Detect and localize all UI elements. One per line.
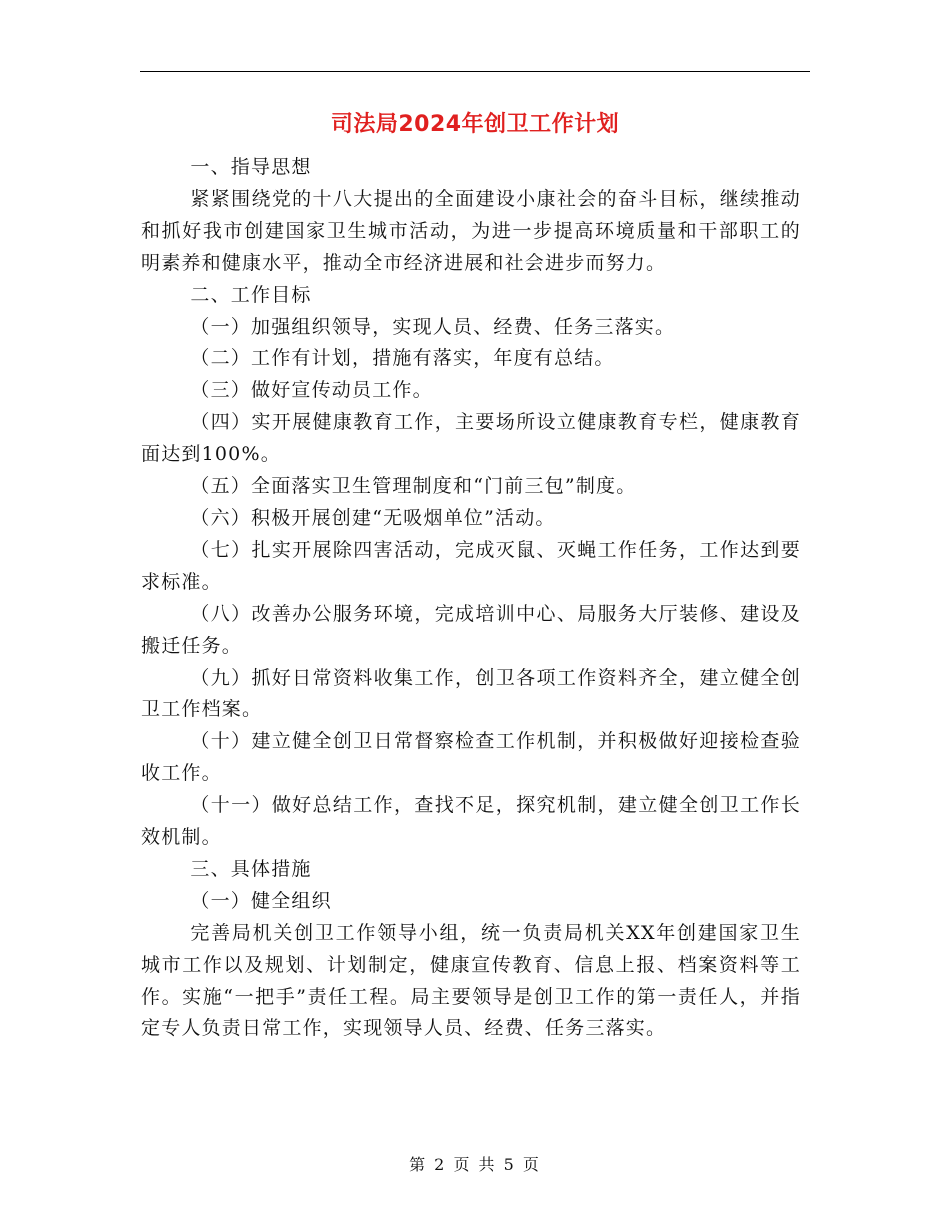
heading-specific-measures: 三、具体措施 bbox=[190, 857, 312, 880]
goal-item-7: （七）扎实开展除四害活动，完成灭鼠、灭蝇工作任务，工作达到要求标准。 bbox=[141, 538, 801, 593]
title-part-2: 年创卫工作计划 bbox=[461, 112, 620, 137]
goal-item-3: （三）做好宣传动员工作。 bbox=[190, 379, 433, 402]
document-body bbox=[141, 152, 801, 1045]
goal-item-1: （一）加强组织领导，实现人员、经费、任务三落实。 bbox=[190, 315, 676, 338]
paragraph-guiding-ideology: 紧紧围绕党的十八大提出的全面建设小康社会的奋斗目标，继续推动和抓好我市创建国家卫生城市活动，为进一步提高环境质量和干部职工的明素养和健康水平，推动全市经济进展和社会进步而努力。 bbox=[141, 187, 801, 274]
subheading-organization: （一）健全组织 bbox=[190, 889, 332, 912]
goal-item-11: （十一）做好总结工作，查找不足，探究机制，建立健全创卫工作长效机制。 bbox=[141, 794, 801, 849]
page-footer: 第 2 页 共 5 页 bbox=[409, 1155, 541, 1174]
document-title bbox=[140, 108, 810, 142]
title-year: 2024 bbox=[398, 112, 462, 137]
goal-item-9: （九）抓好日常资料收集工作，创卫各项工作资料齐全，建立健全创卫工作档案。 bbox=[141, 666, 801, 721]
goal-item-10: （十）建立健全创卫日常督察检查工作机制，并积极做好迎接检查验收工作。 bbox=[141, 730, 801, 785]
goal-item-6: （六）积极开展创建“无吸烟单位”活动。 bbox=[190, 506, 556, 529]
goal-item-5: （五）全面落实卫生管理制度和“门前三包”制度。 bbox=[190, 475, 637, 498]
header-rule bbox=[140, 71, 810, 72]
heading-work-goals: 二、工作目标 bbox=[190, 283, 312, 306]
title-part-1: 司法局 bbox=[330, 112, 399, 137]
goal-item-2: （二）工作有计划，措施有落实，年度有总结。 bbox=[190, 347, 615, 370]
paragraph-organization: 完善局机关创卫工作领导小组，统一负责局机关XX年创建国家卫生城市工作以及规划、计划制定，健康宣传教育、信息上报、档案资料等工作。实施“一把手”责任工程。局主要领导是创卫工作的第一责任人，并指定专人负责日常工作，实现领导人员、经费、任务三落实。 bbox=[141, 921, 801, 1040]
goal-item-8: （八）改善办公服务环境，完成培训中心、局服务大厅装修、建设及搬迁任务。 bbox=[141, 602, 801, 657]
goal-item-4: （四）实开展健康教育工作，主要场所设立健康教育专栏，健康教育面达到100%。 bbox=[141, 411, 801, 466]
heading-guiding-ideology: 一、指导思想 bbox=[190, 156, 312, 178]
